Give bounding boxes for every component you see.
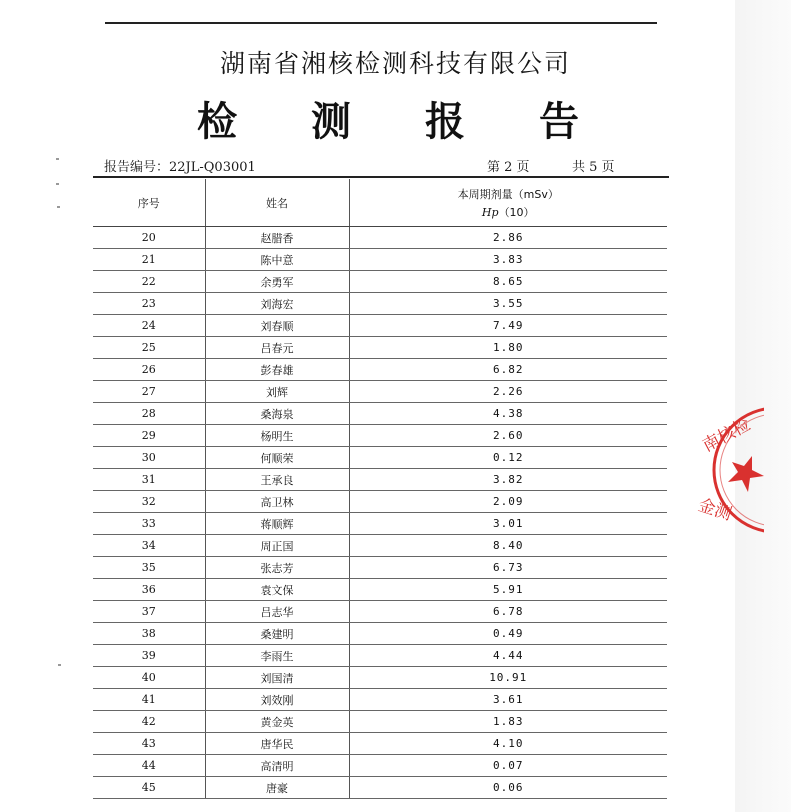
table-row bbox=[93, 667, 667, 689]
cell-dose: 4.44 bbox=[349, 645, 667, 667]
table-row bbox=[93, 645, 667, 667]
cell-name: 高清明 bbox=[205, 755, 349, 777]
table-row bbox=[93, 777, 667, 799]
cell-dose: 8.40 bbox=[349, 535, 667, 557]
cell-name: 彭春雄 bbox=[205, 359, 349, 381]
table-row bbox=[93, 249, 667, 271]
table-row bbox=[93, 579, 667, 601]
table-row bbox=[93, 271, 667, 293]
cell-name: 赵腊香 bbox=[205, 227, 349, 249]
report-number: 报告编号：22JL-Q03001 bbox=[104, 160, 256, 175]
title-char: 报 bbox=[425, 98, 465, 145]
cell-dose: 10.91 bbox=[349, 667, 667, 689]
cell-name: 桑建明 bbox=[205, 623, 349, 645]
scan-speck bbox=[56, 183, 59, 185]
title-char: 告 bbox=[539, 98, 579, 145]
table-row bbox=[93, 337, 667, 359]
cell-name: 张志芳 bbox=[205, 557, 349, 579]
table-row bbox=[93, 711, 667, 733]
column-header-name: 姓名 bbox=[205, 179, 349, 227]
cell-dose: 6.78 bbox=[349, 601, 667, 623]
cell-seq: 32 bbox=[93, 491, 205, 513]
cell-seq: 20 bbox=[93, 227, 205, 249]
table-row bbox=[93, 425, 667, 447]
cell-seq: 28 bbox=[93, 403, 205, 425]
table-row bbox=[93, 403, 667, 425]
cell-name: 刘海宏 bbox=[205, 293, 349, 315]
table-row bbox=[93, 491, 667, 513]
cell-seq: 21 bbox=[93, 249, 205, 271]
cell-dose: 5.91 bbox=[349, 579, 667, 601]
cell-seq: 40 bbox=[93, 667, 205, 689]
cell-seq: 27 bbox=[93, 381, 205, 403]
company-seal bbox=[694, 404, 764, 536]
cell-seq: 41 bbox=[93, 689, 205, 711]
cell-dose: 3.61 bbox=[349, 689, 667, 711]
cell-dose: 1.80 bbox=[349, 337, 667, 359]
cell-dose: 2.86 bbox=[349, 227, 667, 249]
table-header-row bbox=[93, 179, 667, 227]
cell-dose: 0.07 bbox=[349, 755, 667, 777]
cell-name: 唐华民 bbox=[205, 733, 349, 755]
cell-seq: 38 bbox=[93, 623, 205, 645]
seal-star bbox=[728, 456, 764, 492]
seal-text-bottom: 金测 bbox=[695, 495, 735, 525]
table-row bbox=[93, 557, 667, 579]
cell-name: 吕春元 bbox=[205, 337, 349, 359]
table-row bbox=[93, 535, 667, 557]
cell-seq: 44 bbox=[93, 755, 205, 777]
cell-dose: 0.49 bbox=[349, 623, 667, 645]
scan-speck bbox=[56, 158, 59, 160]
cell-name: 王承良 bbox=[205, 469, 349, 491]
cell-dose: 6.73 bbox=[349, 557, 667, 579]
cell-dose: 0.06 bbox=[349, 777, 667, 799]
dose-header-label: 本周期剂量（mSv） bbox=[457, 187, 559, 201]
cell-name: 唐豪 bbox=[205, 777, 349, 799]
cell-seq: 37 bbox=[93, 601, 205, 623]
column-header-seq: 序号 bbox=[93, 179, 205, 227]
cell-dose: 8.65 bbox=[349, 271, 667, 293]
cell-name: 陈中意 bbox=[205, 249, 349, 271]
dose-unit-symbol: Hp bbox=[481, 205, 499, 219]
cell-name: 刘国清 bbox=[205, 667, 349, 689]
cell-dose: 0.12 bbox=[349, 447, 667, 469]
scan-speck bbox=[58, 664, 61, 666]
cell-name: 吕志华 bbox=[205, 601, 349, 623]
table-row bbox=[93, 733, 667, 755]
scan-speck bbox=[57, 206, 60, 208]
cell-seq: 25 bbox=[93, 337, 205, 359]
cell-dose: 3.55 bbox=[349, 293, 667, 315]
top-rule bbox=[105, 22, 657, 24]
table-row bbox=[93, 513, 667, 535]
table-row bbox=[93, 359, 667, 381]
cell-name: 何顺荣 bbox=[205, 447, 349, 469]
cell-seq: 29 bbox=[93, 425, 205, 447]
report-title bbox=[0, 90, 791, 145]
table-row bbox=[93, 315, 667, 337]
cell-dose: 6.82 bbox=[349, 359, 667, 381]
cell-seq: 33 bbox=[93, 513, 205, 535]
table-row bbox=[93, 469, 667, 491]
cell-name: 黄金英 bbox=[205, 711, 349, 733]
page-current: 第 2 页 bbox=[487, 160, 530, 175]
cell-dose: 3.01 bbox=[349, 513, 667, 535]
cell-dose: 3.82 bbox=[349, 469, 667, 491]
cell-name: 袁文保 bbox=[205, 579, 349, 601]
cell-seq: 24 bbox=[93, 315, 205, 337]
dose-unit-arg: （10） bbox=[498, 205, 535, 219]
cell-dose: 3.83 bbox=[349, 249, 667, 271]
cell-seq: 42 bbox=[93, 711, 205, 733]
table-row bbox=[93, 227, 667, 249]
cell-seq: 31 bbox=[93, 469, 205, 491]
cell-name: 桑海泉 bbox=[205, 403, 349, 425]
cell-seq: 36 bbox=[93, 579, 205, 601]
cell-name: 蒋顺辉 bbox=[205, 513, 349, 535]
cell-dose: 2.60 bbox=[349, 425, 667, 447]
cell-dose: 4.38 bbox=[349, 403, 667, 425]
table-row bbox=[93, 689, 667, 711]
cell-dose: 2.26 bbox=[349, 381, 667, 403]
title-char: 检 bbox=[197, 98, 237, 145]
cell-seq: 22 bbox=[93, 271, 205, 293]
header-rule bbox=[93, 176, 669, 178]
dose-table bbox=[93, 179, 667, 799]
table-body bbox=[93, 227, 667, 799]
cell-seq: 43 bbox=[93, 733, 205, 755]
cell-dose: 4.10 bbox=[349, 733, 667, 755]
title-char: 测 bbox=[311, 98, 351, 145]
cell-name: 余勇军 bbox=[205, 271, 349, 293]
cell-name: 刘春顺 bbox=[205, 315, 349, 337]
seal-text-top: 南核检 bbox=[699, 414, 754, 457]
cell-name: 刘辉 bbox=[205, 381, 349, 403]
cell-seq: 35 bbox=[93, 557, 205, 579]
dose-header-unit bbox=[350, 204, 668, 220]
cell-seq: 26 bbox=[93, 359, 205, 381]
cell-name: 周正国 bbox=[205, 535, 349, 557]
cell-dose: 2.09 bbox=[349, 491, 667, 513]
cell-name: 李雨生 bbox=[205, 645, 349, 667]
table-row bbox=[93, 601, 667, 623]
page-total: 共 5 页 bbox=[572, 160, 615, 175]
cell-name: 杨明生 bbox=[205, 425, 349, 447]
cell-seq: 34 bbox=[93, 535, 205, 557]
cell-seq: 30 bbox=[93, 447, 205, 469]
table-row bbox=[93, 447, 667, 469]
cell-name: 高卫林 bbox=[205, 491, 349, 513]
cell-seq: 23 bbox=[93, 293, 205, 315]
table-row bbox=[93, 381, 667, 403]
cell-seq: 45 bbox=[93, 777, 205, 799]
cell-dose: 7.49 bbox=[349, 315, 667, 337]
table-row bbox=[93, 293, 667, 315]
cell-seq: 39 bbox=[93, 645, 205, 667]
column-header-dose bbox=[349, 179, 667, 227]
cell-name: 刘效刚 bbox=[205, 689, 349, 711]
table-row bbox=[93, 755, 667, 777]
cell-dose: 1.83 bbox=[349, 711, 667, 733]
table-row bbox=[93, 623, 667, 645]
company-name: 湖南省湘核检测科技有限公司 bbox=[219, 49, 571, 78]
